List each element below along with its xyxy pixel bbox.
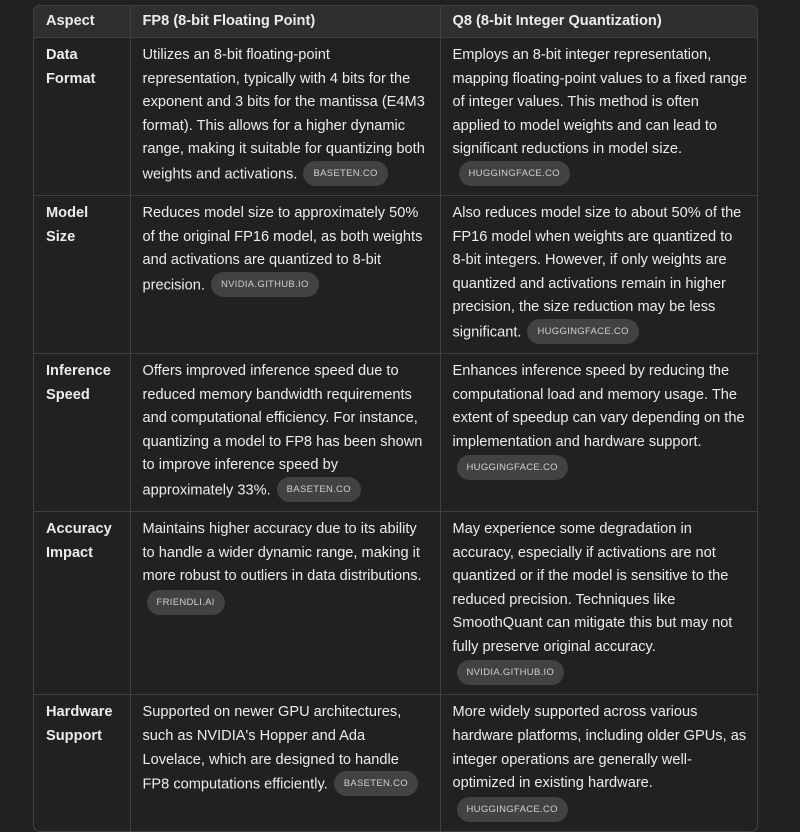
fp8-cell [130, 195, 440, 353]
fp8-text: Offers improved inference speed due to reduced memory bandwidth requirements and computational efficiency. For instance, quantizing a model to FP8 has been shown to improve inference speed by approximately 33%. [142, 362, 423, 499]
q8-text: Also reduces model size to about 50% of the FP16 model when weights are quantized to 8-bit integers. However, if only weights are quantized and activations remain in higher precision, the size reduction may be less significant. [452, 204, 742, 341]
q8-text: Employs an 8-bit integer representation, mapping floating-point values to a fixed range of integer values. This method is often applied to model weights and can lead to significant reductions in model size. [452, 47, 747, 158]
fp8-text: Reduces model size to approximately 50% of the original FP16 model, as both weights and activations are quantized to 8-bit precision. [142, 204, 423, 294]
q8-cell [440, 195, 758, 353]
comparison-table [34, 6, 758, 831]
source-pill[interactable]: BASETEN.CO [303, 161, 387, 186]
source-pill[interactable]: BASETEN.CO [334, 771, 418, 796]
table-row [34, 353, 758, 511]
q8-cell [440, 38, 758, 196]
source-pill[interactable]: FRIENDLI.AI [147, 590, 225, 615]
header-aspect: Aspect [34, 6, 130, 38]
table-row [34, 38, 758, 196]
table-row [34, 511, 758, 695]
q8-cell [440, 511, 758, 695]
q8-cell [440, 353, 758, 511]
fp8-text: Supported on newer GPU architectures, such as NVIDIA's Hopper and Ada Lovelace, which are designed to handle FP8 computations efficiently. [142, 704, 402, 793]
source-pill[interactable]: HUGGINGFACE.CO [457, 797, 568, 822]
aspect-cell: Inference Speed [34, 353, 130, 511]
fp8-cell [130, 38, 440, 196]
aspect-cell: Accuracy Impact [34, 511, 130, 695]
source-pill[interactable]: NVIDIA.GITHUB.IO [211, 272, 319, 297]
q8-text: Enhances inference speed by reducing the computational load and memory usage. The extent of speedup can vary depending on the implementation and hardware support. [452, 362, 745, 450]
header-q8: Q8 (8-bit Integer Quantization) [440, 6, 758, 38]
aspect-cell: Hardware Support [34, 695, 130, 831]
fp8-text: Utilizes an 8-bit floating-point representation, typically with 4 bits for the exponent and 3 bits for the mantissa (E4M3 format). This allows for a higher dynamic range, making it suitable for quantizing both weights and activations. [142, 47, 425, 183]
q8-cell [440, 695, 758, 831]
table-row [34, 195, 758, 353]
q8-text: May experience some degradation in accuracy, especially if activations are not quantized or if the model is sensitive to the reduced precision. Techniques like SmoothQuant can mitigate this but may not fully preserve original accuracy. [452, 520, 733, 655]
table-header-row [34, 6, 758, 38]
header-fp8: FP8 (8-bit Floating Point) [130, 6, 440, 38]
source-pill[interactable]: HUGGINGFACE.CO [527, 319, 638, 344]
source-pill[interactable]: NVIDIA.GITHUB.IO [457, 660, 565, 685]
q8-text: More widely supported across various hardware platforms, including older GPUs, as integer operations are generally well-optimized in existing hardware. [452, 704, 747, 792]
fp8-cell [130, 511, 440, 695]
source-pill[interactable]: BASETEN.CO [277, 477, 361, 502]
aspect-cell: Data Format [34, 38, 130, 196]
fp8-text: Maintains higher accuracy due to its ability to handle a wider dynamic range, making it more robust to outliers in data distributions. [142, 520, 422, 585]
fp8-cell [130, 353, 440, 511]
aspect-cell: Model Size [34, 195, 130, 353]
source-pill[interactable]: HUGGINGFACE.CO [457, 455, 568, 480]
fp8-cell [130, 695, 440, 831]
table-row [34, 695, 758, 831]
source-pill[interactable]: HUGGINGFACE.CO [459, 161, 570, 186]
comparison-table-container [33, 5, 758, 832]
